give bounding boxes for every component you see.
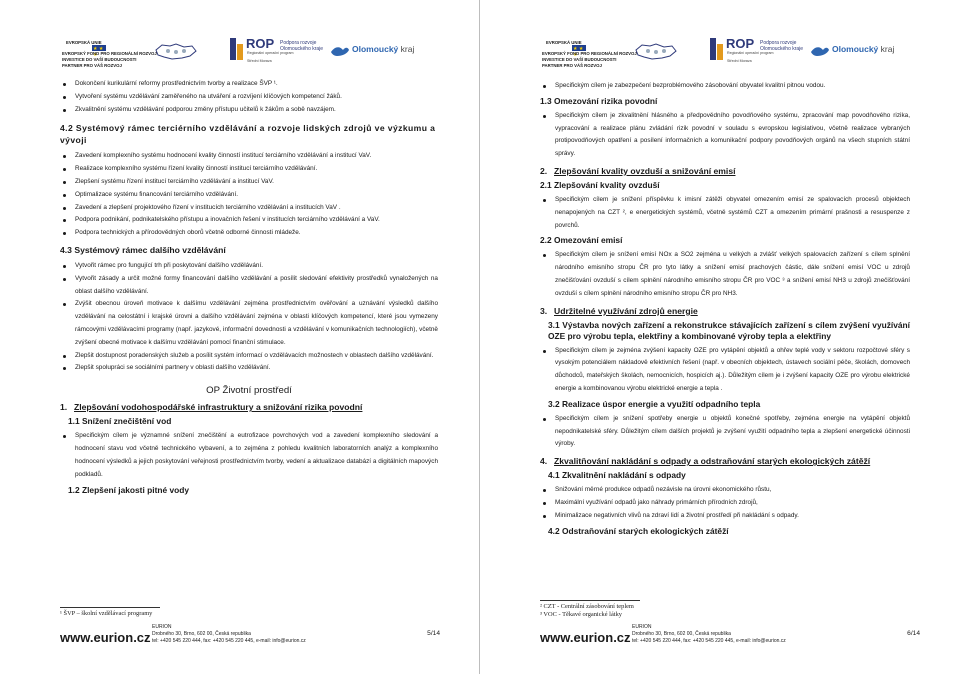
bullet-list-42	[60, 150, 438, 240]
section-heading: 4.2 Systémový rámec terciérního vzdělávání a rozvoje lidských zdrojů ve výzkumu a vývoji	[60, 123, 436, 146]
rop-tagline-line: Podpora rozvoje	[760, 40, 797, 46]
czech-map-icon	[634, 42, 678, 62]
page-right	[480, 0, 960, 674]
list-item: Specifickým cílem je zkvalitnění hlásného a předpovědního povodňového systému, zpracování map povodňového rizika, vypracování a realizace plánu zvládání rizik povodní v souladu s evropskou legislativou, včetně realizace vybraných protipovodňových opatření a posílení informačních a komunikační podpory povodňových orgánů na všech stupních státní správy.	[540, 110, 910, 161]
subsection-heading: 4.1 Zkvalitnění nakládání s odpady	[548, 470, 686, 481]
cz-map-logo	[154, 42, 198, 64]
olomoucky-kraj-text	[832, 44, 894, 54]
footer-line: Drobného 30, Brno, 602 00, Česká republika	[152, 630, 251, 637]
rop-tagline-line: Podpora rozvoje	[280, 40, 317, 46]
header-logos	[542, 38, 912, 68]
olo-kraj: kraj	[400, 44, 415, 54]
chapter-number: 4.	[540, 456, 548, 467]
list-item: Zlepšit dostupnost poradenských služeb a posílit systém informací o vzdělávacích možnostech v oblastech dalšího vzdělávání.	[60, 350, 438, 363]
footer-line: EURION	[632, 624, 652, 630]
list-item: Specifickým cílem je snížení příspěvku k imisní zátěži obyvatel omezením emisí ze spalovacích procesů objektech nenapojených na CZT ², e energetických systémů, včetně systémů CZT a omezením primární prašnosti a resuspenze z povrchů.	[540, 194, 910, 232]
eu-line: EVROPSKÝ FOND PRO REGIONÁLNÍ ROZVOJ	[62, 51, 157, 56]
bullet-list-31	[540, 345, 910, 396]
top-bullet-list	[540, 80, 910, 93]
eu-line: EVROPSKÁ UNIE	[546, 40, 582, 45]
rop-title: ROP	[726, 36, 755, 51]
subsection-heading: 4.2 Odstraňování starých ekologických zátěží	[548, 525, 729, 536]
list-item: Minimalizace negativních vlivů na zdraví lidí a životní prostředí při nakládání s odpady.	[540, 510, 910, 523]
rop-subtitle: Regionální operační program	[727, 51, 774, 55]
rop-mark-icon	[230, 38, 244, 60]
footer-address	[632, 624, 786, 644]
footnote: ³ VOC - Těkavé organické látky	[540, 611, 622, 618]
olo-name: Olomoucký	[832, 44, 879, 54]
chapter-number: 3.	[540, 305, 548, 316]
footer-line: Drobného 30, Brno, 602 00, Česká republika	[632, 630, 731, 637]
subsection-heading: 2.2 Omezování emisí	[540, 235, 623, 246]
rop-logo	[230, 36, 324, 68]
chapter-number: 2.	[540, 165, 548, 176]
chapter-title: Zkvalitňování nakládání s odpady a odstraňování starých ekologických zátěží	[554, 456, 871, 467]
subsection-heading: 1.3 Omezování rizika povodní	[540, 95, 658, 106]
list-item: Podpora podnikání, podnikatelského přístupu a inovačních řešení v institucích terciárního vzdělávání a VaV.	[60, 214, 438, 227]
subsection-heading: 1.2 Zlepšení jakosti pitné vody	[68, 485, 190, 496]
bullet-list-22	[540, 249, 910, 300]
list-item: Vytvořit zásady a určit možné formy financování dalšího vzdělávání a posílit sledování efektivity prostředků vynaložených na oblast dalšího vzdělávání.	[60, 273, 438, 299]
list-item: Dokončení kurikulární reformy prostřednictvím tvorby a realizace ŠVP ¹.	[60, 78, 438, 91]
left-content	[60, 78, 438, 499]
eu-line: INVESTICE DO VAŠÍ BUDOUCNOSTI	[542, 57, 617, 62]
top-bullet-list	[60, 78, 438, 116]
footer-website: www.eurion.cz	[60, 630, 151, 645]
subsection-heading: 3.1 Výstavba nových zařízení a rekonstrukce stávajících zařízení s cílem zvýšení využívání OZE pro výrobu tepla, elektřiny a kombinované výroby tepla a elektřiny	[548, 319, 910, 341]
olomoucky-kraj-logo	[330, 40, 440, 66]
czech-map-icon	[154, 42, 198, 62]
eu-line: EVROPSKÝ FOND PRO REGIONÁLNÍ ROZVOJ	[542, 51, 637, 56]
footer-address	[152, 624, 306, 644]
rop-mark-icon	[710, 38, 724, 60]
footer-website: www.eurion.cz	[540, 630, 631, 645]
list-item: Optimalizace systému financování terciárního vzdělávání.	[60, 189, 438, 202]
list-item: Podpora technických a přírodovědných oborů včetně odborné činnosti mládeže.	[60, 227, 438, 240]
eu-line: PARTNER PRO VÁŠ ROZVOJ	[62, 63, 122, 68]
list-item: Zavedení komplexního systému hodnocení kvality činností institucí terciárního vzdělávání a institucí VaV.	[60, 150, 438, 163]
olomoucky-kraj-mark-icon	[330, 44, 350, 58]
rop-tagline	[760, 40, 803, 52]
bullet-list-32	[540, 413, 910, 451]
rop-subtitle-2: Střední Morava	[727, 59, 752, 63]
right-content	[540, 80, 910, 540]
olo-name: Olomoucký	[352, 44, 399, 54]
list-item: Specifickým cílem je významné snížení znečištění a eutrofizace povrchových vod a zavedení komplexního sledování a hodnocení stavu vod včetně technického vybavení, a to zejména z pohledu kvalitních laboratorních analýz a komplexního hodnocení výsledků a jejich poskytování veřejnosti prostřednictvím tvorby, vedení a aktualizace databází a digitálních mapových podkladů.	[60, 430, 438, 481]
list-item: Snižování měrné produkce odpadů nezávisle na úrovni ekonomického růstu,	[540, 484, 910, 497]
section-heading: 4.3 Systémový rámec dalšího vzdělávání	[60, 244, 226, 255]
list-item: Zkvalitnění systému vzdělávání podporou změny přístupu učitelů k žákům a sobě navzájem.	[60, 104, 438, 117]
footer-line: EURION	[152, 624, 172, 630]
list-item: Zvýšit obecnou úroveň motivace k dalšímu vzdělávání zejména prostřednictvím ověřování a uznávání výsledků dalšího vzdělávání na celostátní i krajské úrovni a dalšího vzdělávání zejména v oblasti klíčových kompetencí, které jsou vymezeny rámcovými vzdělávacími programy (např. jazykové, informační dovednosti a vzdělávání v komunikačních technologiích), včetně zvýšení obecné motivace k dalšímu vzdělávání pomocí finanční stimulace.	[60, 298, 438, 349]
chapter-heading	[540, 455, 910, 467]
rop-tagline-line: Olomouckého kraje	[280, 46, 324, 52]
page-footer	[60, 622, 440, 652]
footnote: ¹ ŠVP – školní vzdělávací programy	[60, 610, 153, 617]
subsection-heading: 1.1 Snížení znečištění vod	[68, 416, 172, 427]
footnote: ² CZT - Centrální zásobování teplem	[540, 603, 634, 610]
olo-kraj: kraj	[880, 44, 895, 54]
chapter-heading	[540, 305, 910, 317]
list-item: Vytvořit rámec pro fungující trh při poskytování dalšího vzdělávání.	[60, 260, 438, 273]
bullet-list-11	[60, 430, 438, 481]
list-item: Vytvoření systému vzdělávání zaměřeného na utváření a rozvíjení klíčových kompetencí žáků.	[60, 91, 438, 104]
rop-subtitle-2: Střední Morava	[247, 59, 272, 63]
eu-logo	[542, 38, 637, 68]
bullet-list-21	[540, 194, 910, 232]
list-item: Specifickým cílem je zabezpečení bezproblémového zásobování obyvatel kvalitní pitnou vodou.	[540, 80, 910, 93]
bullet-list-43	[60, 260, 438, 375]
cz-map-logo	[634, 42, 678, 64]
subsection-heading: 2.1 Zlepšování kvality ovzduší	[540, 179, 660, 190]
eu-line: INVESTICE DO VAŠÍ BUDOUCNOSTI	[62, 57, 137, 62]
footnote-divider	[60, 607, 160, 608]
list-item: Zlepšit spolupráci se sociálními partnery v oblasti dalšího vzdělávání.	[60, 362, 438, 375]
op-title: OP Životní prostředí	[206, 385, 292, 397]
list-item: Specifickým cílem je zejména zvýšení kapacity OZE pro vytápění objektů a ohřev teplé vody v sektoru rozpočtové sféry s vysokým potenciálem nákladově efektivních řešení (např. v obecních objektech, ústavech sociální péče, školách, domovech důchodců, mateřských školách, nemocnicích, hospicích aj.). Důležitým cílem je i zvýšení kapacity OZE pro výrobu elektrické energie a kombinovanou výrobu elektrické energie a tepla .	[540, 345, 910, 396]
eu-line: PARTNER PRO VÁŠ ROZVOJ	[542, 63, 602, 68]
footer-line: tel: +420 545 220 444, fax: +420 545 220 445, e-mail: info@eurion.cz	[632, 637, 786, 644]
list-item: Zlepšení systému řízení institucí terciárního vzdělávání a institucí VaV.	[60, 176, 438, 189]
eu-line: EVROPSKÁ UNIE	[66, 40, 102, 45]
chapter-title: Zlepšování kvality ovzduší a snižování emisí	[554, 165, 736, 176]
footnote-divider	[540, 600, 640, 601]
chapter-number: 1.	[60, 402, 68, 413]
rop-subtitle: Regionální operační program	[247, 51, 294, 55]
list-item: Specifickým cílem je snížení spotřeby energie u objektů konečné spotřeby, zejména energie na vytápění objektů nepodnikatelské sféry. Důležitým cílem dalších projektů je zvýšení využití odpadního tepla a zlepšení energetické účinnosti výroby.	[540, 413, 910, 451]
chapter-heading	[540, 165, 910, 177]
rop-tagline	[280, 40, 323, 52]
page-footer	[540, 622, 920, 652]
rop-logo	[710, 36, 804, 68]
olomoucky-kraj-mark-icon	[810, 44, 830, 58]
olomoucky-kraj-logo	[810, 40, 920, 66]
list-item: Specifickým cílem je snížení emisí NOx a SO2 zejména u velkých a zvlášť velkých spalovacích zařízení s cílem splnění národního emisního stropu ČR pro tyto látky a snížení emisí prachových částic, dále snížení emisí VOC u zdrojů znečišťování ovzduší s cílem splnění národního emisního stropu ČR pro VOC ³ a snížení emisí NH3 u zdrojů znečišťování ovzduší s cílem splnění národního emisního stropu ČR pro NH3.	[540, 249, 910, 300]
chapter-title: Zlepšování vodohospodářské infrastruktury a snižování rizika povodní	[74, 402, 363, 413]
list-item: Realizace komplexního systému řízení kvality činností institucí terciárního vzdělávání.	[60, 163, 438, 176]
olomoucky-kraj-text	[352, 44, 414, 54]
list-item: Maximální využívání odpadů jako náhrady primárních přírodních zdrojů,	[540, 497, 910, 510]
list-item: Zavedení a zlepšení projektového řízení v institucích terciárního vzdělávání a institucích VaV .	[60, 202, 438, 215]
chapter-title: Udržitelné využívání zdrojů energie	[554, 305, 698, 316]
subsection-heading: 3.2 Realizace úspor energie a využití odpadního tepla	[548, 398, 761, 409]
rop-tagline-line: Olomouckého kraje	[760, 46, 804, 52]
bullet-list-13	[540, 110, 910, 161]
page-number: 6/14	[907, 630, 920, 637]
chapter-heading	[60, 401, 438, 413]
rop-title: ROP	[246, 36, 275, 51]
bullet-list-41	[540, 484, 910, 522]
eu-logo	[62, 38, 157, 68]
footer-line: tel: +420 545 220 444, fax: +420 545 220 445, e-mail: info@eurion.cz	[152, 637, 306, 644]
page-number: 5/14	[427, 630, 440, 637]
header-logos	[62, 38, 432, 68]
